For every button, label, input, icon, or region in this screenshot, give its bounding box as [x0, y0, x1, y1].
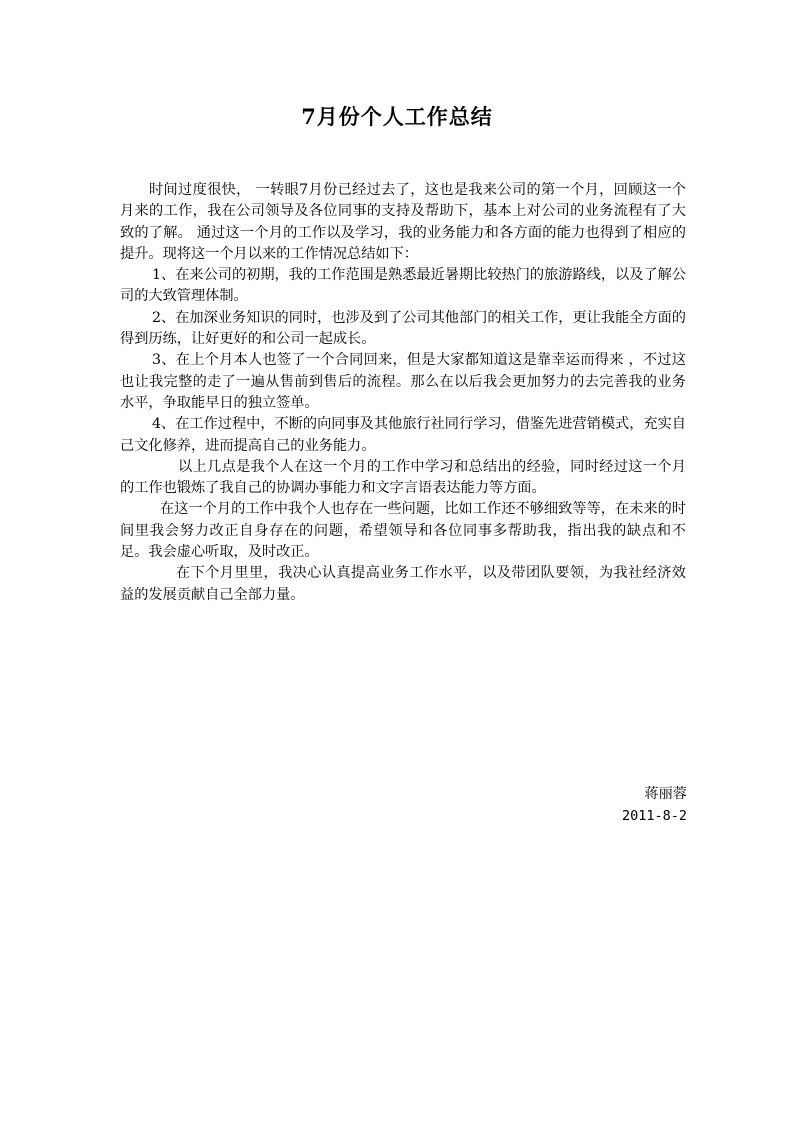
paragraph-plan: 在下个月里里，我决心认真提高业务工作水平，以及带团队要领，为我社经济效益的发展贡献自己全部力量。 [120, 565, 686, 603]
paragraph-point-4: 4、在工作过程中，不断的向同事及其他旅行社同行学习，借鉴先进营销模式，充实自己文化修养，进而提高自己的业务能力。 [120, 416, 686, 454]
paragraph-intro: 时间过度很快， 一转眼7月份已经过去了，这也是我来公司的第一个月，回顾这一个月来的工作，我在公司领导及各位同事的支持及帮助下，基本上对公司的业务流程有了大致的了解。 通过这一个月的工作以及学习，我的业务能力和各方面的能力也得到了相应的提升。现将这一个月以来的工作情况总结如下： [120, 182, 686, 262]
paragraph-point-3: 3、在上个月本人也签了一个合同回来，但是大家都知道这是靠幸运而得来 ，不过这也让我完整的走了一遍从售前到售后的流程。那么在以后我会更加努力的去完善我的业务水平，争取能早日的独立签单。 [120, 352, 686, 411]
document-title: 7月份个人工作总结 [301, 104, 493, 129]
signature-name: 蒋丽蓉 [644, 786, 687, 802]
paragraph-problems: 在这一个月的工作中我个人也存在一些问题，比如工作还不够细致等等，在未来的时间里我会努力改正自身存在的问题，希望领导和各位同事多帮助我，指出我的缺点和不足。我会虚心听取，及时改正。 [120, 501, 686, 561]
signature-block [622, 783, 687, 827]
signature-date: 2011-8-2 [621, 808, 687, 824]
paragraph-summary: 以上几点是我个人在这一个月的工作中学习和总结出的经验，同时经过这一个月的工作也锻炼了我自己的协调办事能力和文字言语表达能力等方面。 [120, 458, 686, 497]
paragraph-point-1: 1、在来公司的初期，我的工作范围是熟悉最近暑期比较热门的旅游路线，以及了解公司的大致管理体制。 [120, 267, 686, 305]
document-body [120, 180, 686, 606]
paragraph-point-2: 2、在加深业务知识的同时，也涉及到了公司其他部门的相关工作，更让我能全方面的得到历练，让好更好的和公司一起成长。 [120, 309, 686, 348]
